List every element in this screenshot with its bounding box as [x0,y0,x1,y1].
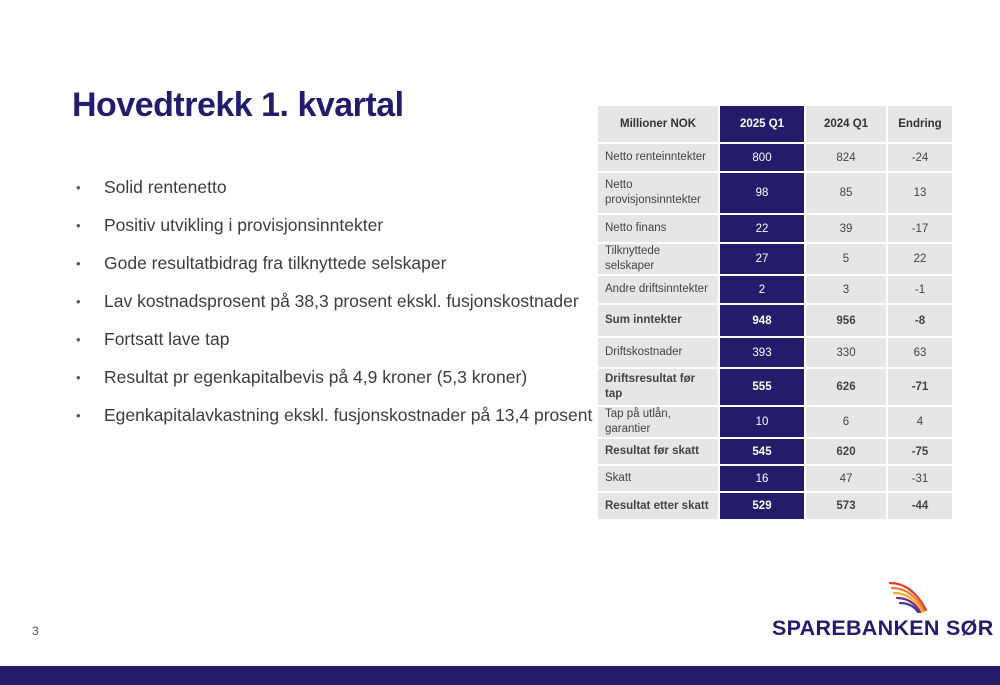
highlights-list [76,168,592,434]
table-row [598,276,952,303]
row-label: Resultat etter skatt [598,493,718,519]
value-change: -71 [888,369,952,405]
table-row [598,215,952,242]
value-2024-q1: 573 [806,493,886,519]
table-header-row [598,106,952,142]
table-row-total [598,493,952,519]
list-item-text: Solid rentenetto [104,176,227,197]
value-2025-q1: 10 [720,407,804,437]
value-change: -1 [888,276,952,303]
value-2025-q1: 529 [720,493,804,519]
bullet-icon: • [76,293,81,309]
table-row [598,173,952,213]
bullet-icon: • [76,255,81,271]
value-change: 4 [888,407,952,437]
list-item-text: Fortsatt lave tap [104,328,230,349]
row-label: Skatt [598,466,718,491]
bullet-icon: • [76,179,81,195]
list-item [76,396,592,434]
header-2025-q1: 2025 Q1 [720,106,804,142]
table-row [598,466,952,491]
value-2025-q1: 27 [720,244,804,274]
value-2024-q1: 85 [806,173,886,213]
row-label: Sum inntekter [598,305,718,336]
value-2025-q1: 555 [720,369,804,405]
value-change: -24 [888,144,952,171]
logo-stripes-icon [888,580,930,614]
value-change: 13 [888,173,952,213]
list-item-text: Resultat pr egenkapitalbevis på 4,9 kroner (5,3 kroner) [104,366,528,387]
footer-bar [0,666,1000,685]
list-item-text: Lav kostnadsprosent på 38,3 prosent ekskl. fusjonskostnader [104,290,579,311]
header-label: Millioner NOK [598,106,718,142]
row-label: Tilknyttede selskaper [598,244,718,274]
value-2024-q1: 47 [806,466,886,491]
table-row [598,338,952,367]
header-2024-q1: 2024 Q1 [806,106,886,142]
value-2024-q1: 330 [806,338,886,367]
table-row-total [598,305,952,336]
value-change: -17 [888,215,952,242]
value-change: -75 [888,439,952,464]
table-row-total [598,439,952,464]
value-2025-q1: 16 [720,466,804,491]
row-label: Netto provisjonsinntekter [598,173,718,213]
value-2024-q1: 6 [806,407,886,437]
value-2024-q1: 5 [806,244,886,274]
value-change: -44 [888,493,952,519]
row-label: Tap på utlån, garantier [598,407,718,437]
table-row [598,244,952,274]
logo-text: SPAREBANKEN SØR [772,616,994,640]
value-2024-q1: 3 [806,276,886,303]
row-label: Driftskostnader [598,338,718,367]
slide-title: Hovedtrekk 1. kvartal [72,86,404,124]
header-change: Endring [888,106,952,142]
table-row-total [598,369,952,405]
value-2025-q1: 545 [720,439,804,464]
value-change: -31 [888,466,952,491]
list-item [76,168,592,206]
value-change: 22 [888,244,952,274]
bullet-icon: • [76,331,81,347]
row-label: Andre driftsinntekter [598,276,718,303]
row-label: Netto finans [598,215,718,242]
income-statement-table [596,104,954,521]
list-item-text: Gode resultatbidrag fra tilknyttede selskaper [104,252,447,273]
list-item [76,244,592,282]
value-change: 63 [888,338,952,367]
value-2025-q1: 393 [720,338,804,367]
page-number: 3 [32,624,39,638]
row-label: Resultat før skatt [598,439,718,464]
list-item [76,206,592,244]
value-change: -8 [888,305,952,336]
value-2025-q1: 22 [720,215,804,242]
value-2024-q1: 39 [806,215,886,242]
value-2024-q1: 824 [806,144,886,171]
table-row [598,407,952,437]
row-label: Driftsresultat før tap [598,369,718,405]
bullet-icon: • [76,217,81,233]
bullet-icon: • [76,369,81,385]
list-item [76,358,592,396]
table-row [598,144,952,171]
list-item-text: Positiv utvikling i provisjonsinntekter [104,214,384,235]
list-item-text: Egenkapitalavkastning ekskl. fusjonskostnader på 13,4 prosent [104,404,593,425]
value-2024-q1: 620 [806,439,886,464]
value-2025-q1: 948 [720,305,804,336]
value-2025-q1: 2 [720,276,804,303]
sparebanken-sor-logo [772,578,994,640]
value-2024-q1: 626 [806,369,886,405]
list-item [76,282,592,320]
value-2025-q1: 98 [720,173,804,213]
value-2024-q1: 956 [806,305,886,336]
bullet-icon: • [76,407,81,423]
value-2025-q1: 800 [720,144,804,171]
row-label: Netto renteinntekter [598,144,718,171]
list-item [76,320,592,358]
